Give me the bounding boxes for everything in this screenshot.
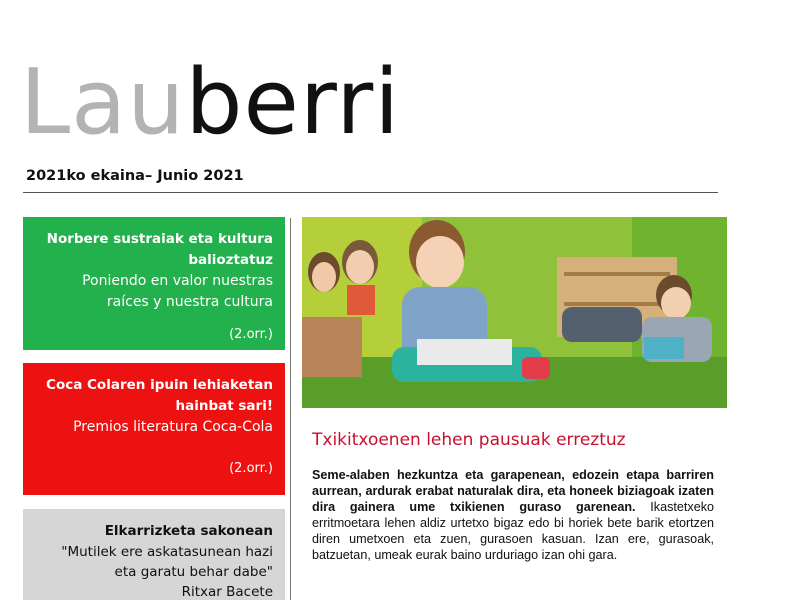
teaser-title-line: Coca Colaren ipuin lehiaketan: [46, 377, 273, 393]
teaser-title-line: Elkarrizketa sakonean: [104, 523, 273, 539]
teaser-subtitle-line: Poniendo en valor nuestras: [82, 273, 273, 289]
teaser-box-coca-cola-awards[interactable]: [23, 363, 285, 495]
teaser-page-ref: (2.orr.): [229, 327, 273, 342]
article-photo-children-reading: [302, 217, 727, 408]
teaser-box-interview[interactable]: [23, 509, 285, 600]
column-divider: [290, 218, 291, 600]
header-divider: [23, 192, 718, 193]
teaser-title-line: hainbat sari!: [175, 398, 273, 414]
issue-date: 2021ko ekaina– Junio 2021: [26, 168, 244, 184]
teaser-page-ref: (2.orr.): [229, 461, 273, 476]
teaser-author: Ritxar Bacete: [181, 584, 273, 600]
teaser-quote-line: eta garatu behar dabe": [114, 564, 273, 580]
teaser-subtitle-line: Premios literatura Coca-Cola: [73, 419, 273, 435]
teaser-title-line: Norbere sustraiak eta kultura: [46, 231, 273, 247]
article-body: [312, 467, 714, 563]
logo-part-berri: berri: [185, 50, 401, 155]
article-body-text: Ikastetxeko erritmoetara lehen aldiz urtetxo bigaz edo bi horiek bete barik etortzen diren umetxoen eta zuen, gurasoen kasuan. Izan ere, gurasoak, batzuetan, umeak eurak baino urduriago izan ohi gara.: [312, 500, 715, 562]
logo-part-lau: Lau: [20, 50, 186, 155]
masthead-logo: [20, 50, 401, 155]
teaser-subtitle-line: raíces y nuestra cultura: [106, 294, 273, 310]
teaser-title-line: balioztatuz: [188, 252, 273, 268]
article-headline: Txikitxoenen lehen pausuak erreztuz: [312, 430, 626, 450]
article-lead: Seme-alaben hezkuntza eta garapenean, edozein etapa barriren aurrean, ardurak erabat naturalak dira, eta honeek biziagoak izaten dira gainera ume txikienen guraso garenean.: [312, 468, 714, 514]
teaser-quote-line: "Mutilek ere askatasunean hazi: [61, 544, 273, 560]
teaser-box-roots-culture[interactable]: [23, 217, 285, 350]
